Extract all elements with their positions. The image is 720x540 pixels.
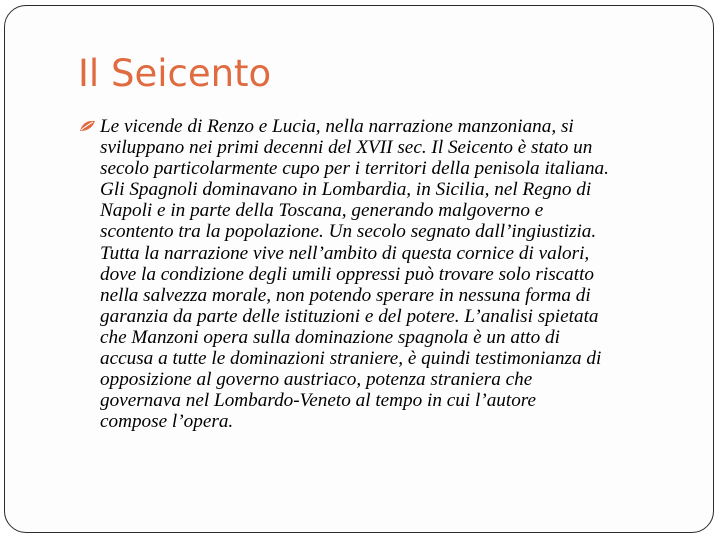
body-line: Le vicende di Renzo e Lucia, nella narrazione manzoniana, si xyxy=(100,116,574,137)
body-line: nella salvezza morale, non potendo sperare in nessuna forma di xyxy=(100,284,591,306)
body-line: che Manzoni opera sulla dominazione spagnola è un atto di xyxy=(100,326,560,348)
slide-title: Il Seicento xyxy=(78,52,272,95)
body-line: sviluppano nei primi decenni del XVII sec. Il Seicento è stato un xyxy=(100,137,593,159)
body-line: governava nel Lombardo-Veneto al tempo in cui l’autore xyxy=(100,390,537,412)
body-line: Tutta la narrazione vive nell’ambito di questa cornice di valori, xyxy=(100,242,590,264)
body-line: opposizione al governo austriaco, potenza straniera che xyxy=(100,369,533,391)
body-line: Napoli e in parte della Toscana, generando malgoverno e xyxy=(100,200,544,222)
body-line: dove la condizione degli umili oppressi può trovare solo riscatto xyxy=(100,263,595,285)
body-line: accusa a tutte le dominazioni straniere, è quindi testimonianza di xyxy=(100,348,602,370)
body-paragraph xyxy=(100,116,690,432)
body-line: Gli Spagnoli dominavano in Lombardia, in Sicilia, nel Regno di xyxy=(100,179,592,201)
body-line: scontento tra la popolazione. Un secolo segnato dall’ingiustizia. xyxy=(100,221,597,243)
body-line: compose l’opera. xyxy=(100,411,234,433)
body-line: secolo particolarmente cupo per i territori della penisola italiana. xyxy=(100,158,609,180)
leaf-bullet-icon xyxy=(79,119,96,133)
body-line: garanzia da parte delle istituzioni e del potere. L’analisi spietata xyxy=(100,305,599,327)
